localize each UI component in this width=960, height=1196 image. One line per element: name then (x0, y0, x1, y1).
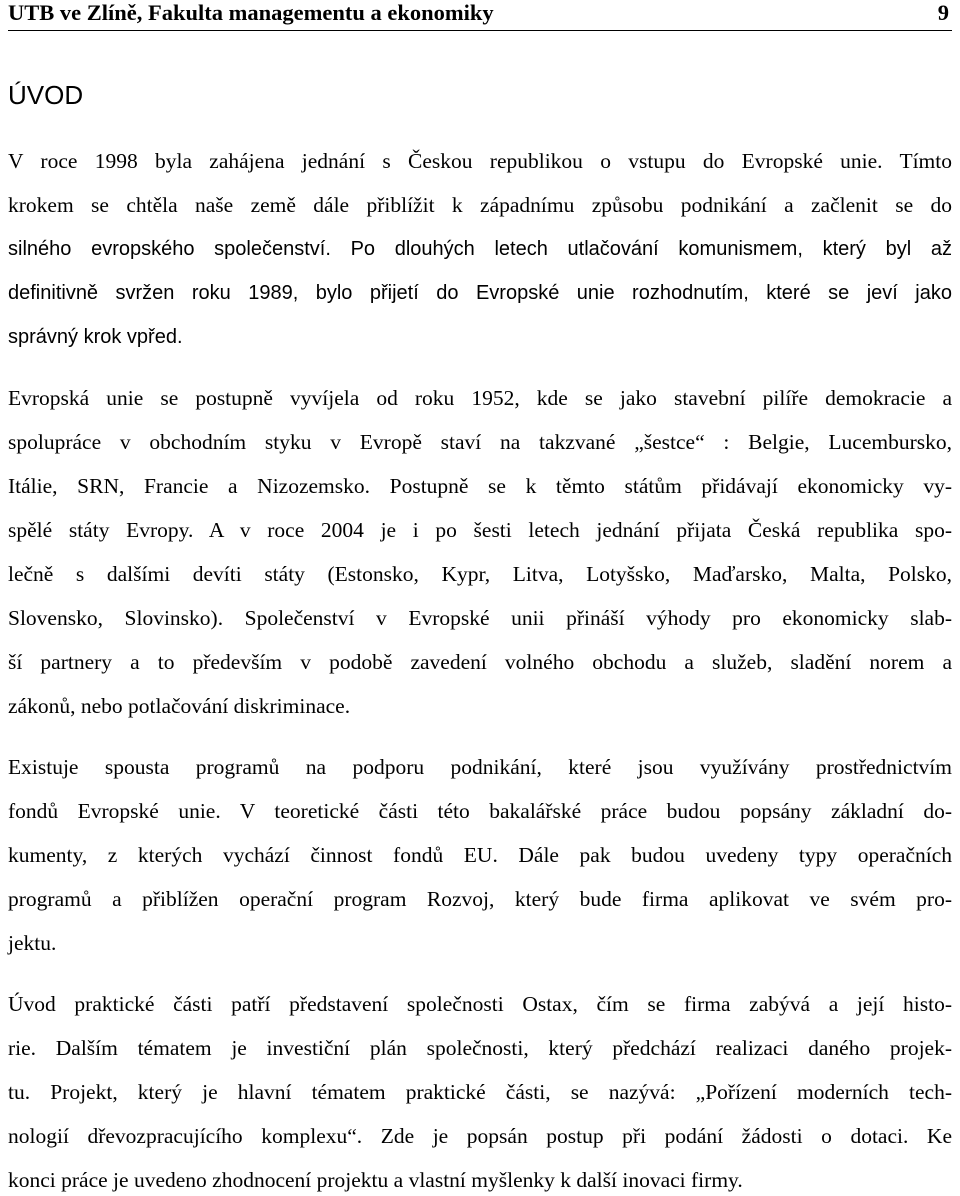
text-line: Existuje spousta programů na podporu podnikání, které jsou využívány prostřednictvím (8, 755, 952, 779)
text-line: rie. Dalším tématem je investiční plán společnosti, který předchází realizaci daného projek- (8, 1036, 952, 1060)
text-line: Evropská unie se postupně vyvíjela od roku 1952, kde se jako stavební pilíře demokracie a (8, 386, 952, 410)
page-number: 9 (937, 0, 949, 25)
text-line: tu. Projekt, který je hlavní tématem praktické části, se nazývá: „Pořízení moderních tech- (8, 1080, 952, 1104)
text-line: Úvod praktické části patří představení společnosti Ostax, čím se firma zabývá a její histo- (8, 992, 952, 1016)
text-line: Slovensko, Slovinsko). Společenství v Evropské unii přináší výhody pro ekonomicky slab- (8, 606, 952, 630)
text-line: silného evropského společenství. Po dlouhých letech utlačování komunismem, který byl až (8, 238, 952, 260)
page-header (8, 0, 952, 31)
text-line: fondů Evropské unie. V teoretické části této bakalářské práce budou popsány základní do- (8, 799, 952, 823)
text-line: lečně s dalšími devíti státy (Estonsko, Kypr, Litva, Lotyšsko, Maďarsko, Malta, Polsko, (8, 562, 952, 586)
text-line: zákonů, nebo potlačování diskriminace. (8, 694, 351, 718)
text-line: kumenty, z kterých vychází činnost fondů EU. Dále pak budou uvedeny typy operačních (8, 843, 952, 867)
text-line: spělé státy Evropy. A v roce 2004 je i po šesti letech jednání přijata Česká republika spo- (8, 518, 952, 542)
text-line: definitivně svržen roku 1989, bylo přijetí do Evropské unie rozhodnutím, které se jeví jako (8, 282, 952, 304)
text-line: V roce 1998 byla zahájena jednání s Českou republikou o vstupu do Evropské unie. Tímto (8, 149, 952, 173)
text-line: spolupráce v obchodním styku v Evropě staví na takzvané „šestce“ : Belgie, Lucembursko, (8, 430, 952, 454)
text-line: jektu. (8, 931, 57, 955)
text-line: programů a přiblížen operační program Rozvoj, který bude firma aplikovat ve svém pro- (8, 887, 952, 911)
text-line: ší partnery a to především v podobě zavedení volného obchodu a služeb, sladění norem a (8, 650, 952, 674)
section-title: ÚVOD (8, 80, 84, 110)
text-line: Itálie, SRN, Francie a Nizozemsko. Postupně se k těmto státům přidávají ekonomicky vy- (8, 474, 952, 498)
text-line: správný krok vpřed. (8, 326, 183, 348)
header-title: UTB ve Zlíně, Fakulta managementu a ekonomiky (8, 0, 494, 25)
text-line: nologií dřevozpracujícího komplexu“. Zde je popsán postup při podání žádosti o dotaci. Ke (8, 1124, 952, 1148)
text-line: konci práce je uvedeno zhodnocení projektu a vlastní myšlenky k další inovaci firmy. (8, 1168, 743, 1192)
text-line: krokem se chtěla naše země dále přiblížit k západnímu způsobu podnikání a začlenit se do (8, 193, 952, 217)
